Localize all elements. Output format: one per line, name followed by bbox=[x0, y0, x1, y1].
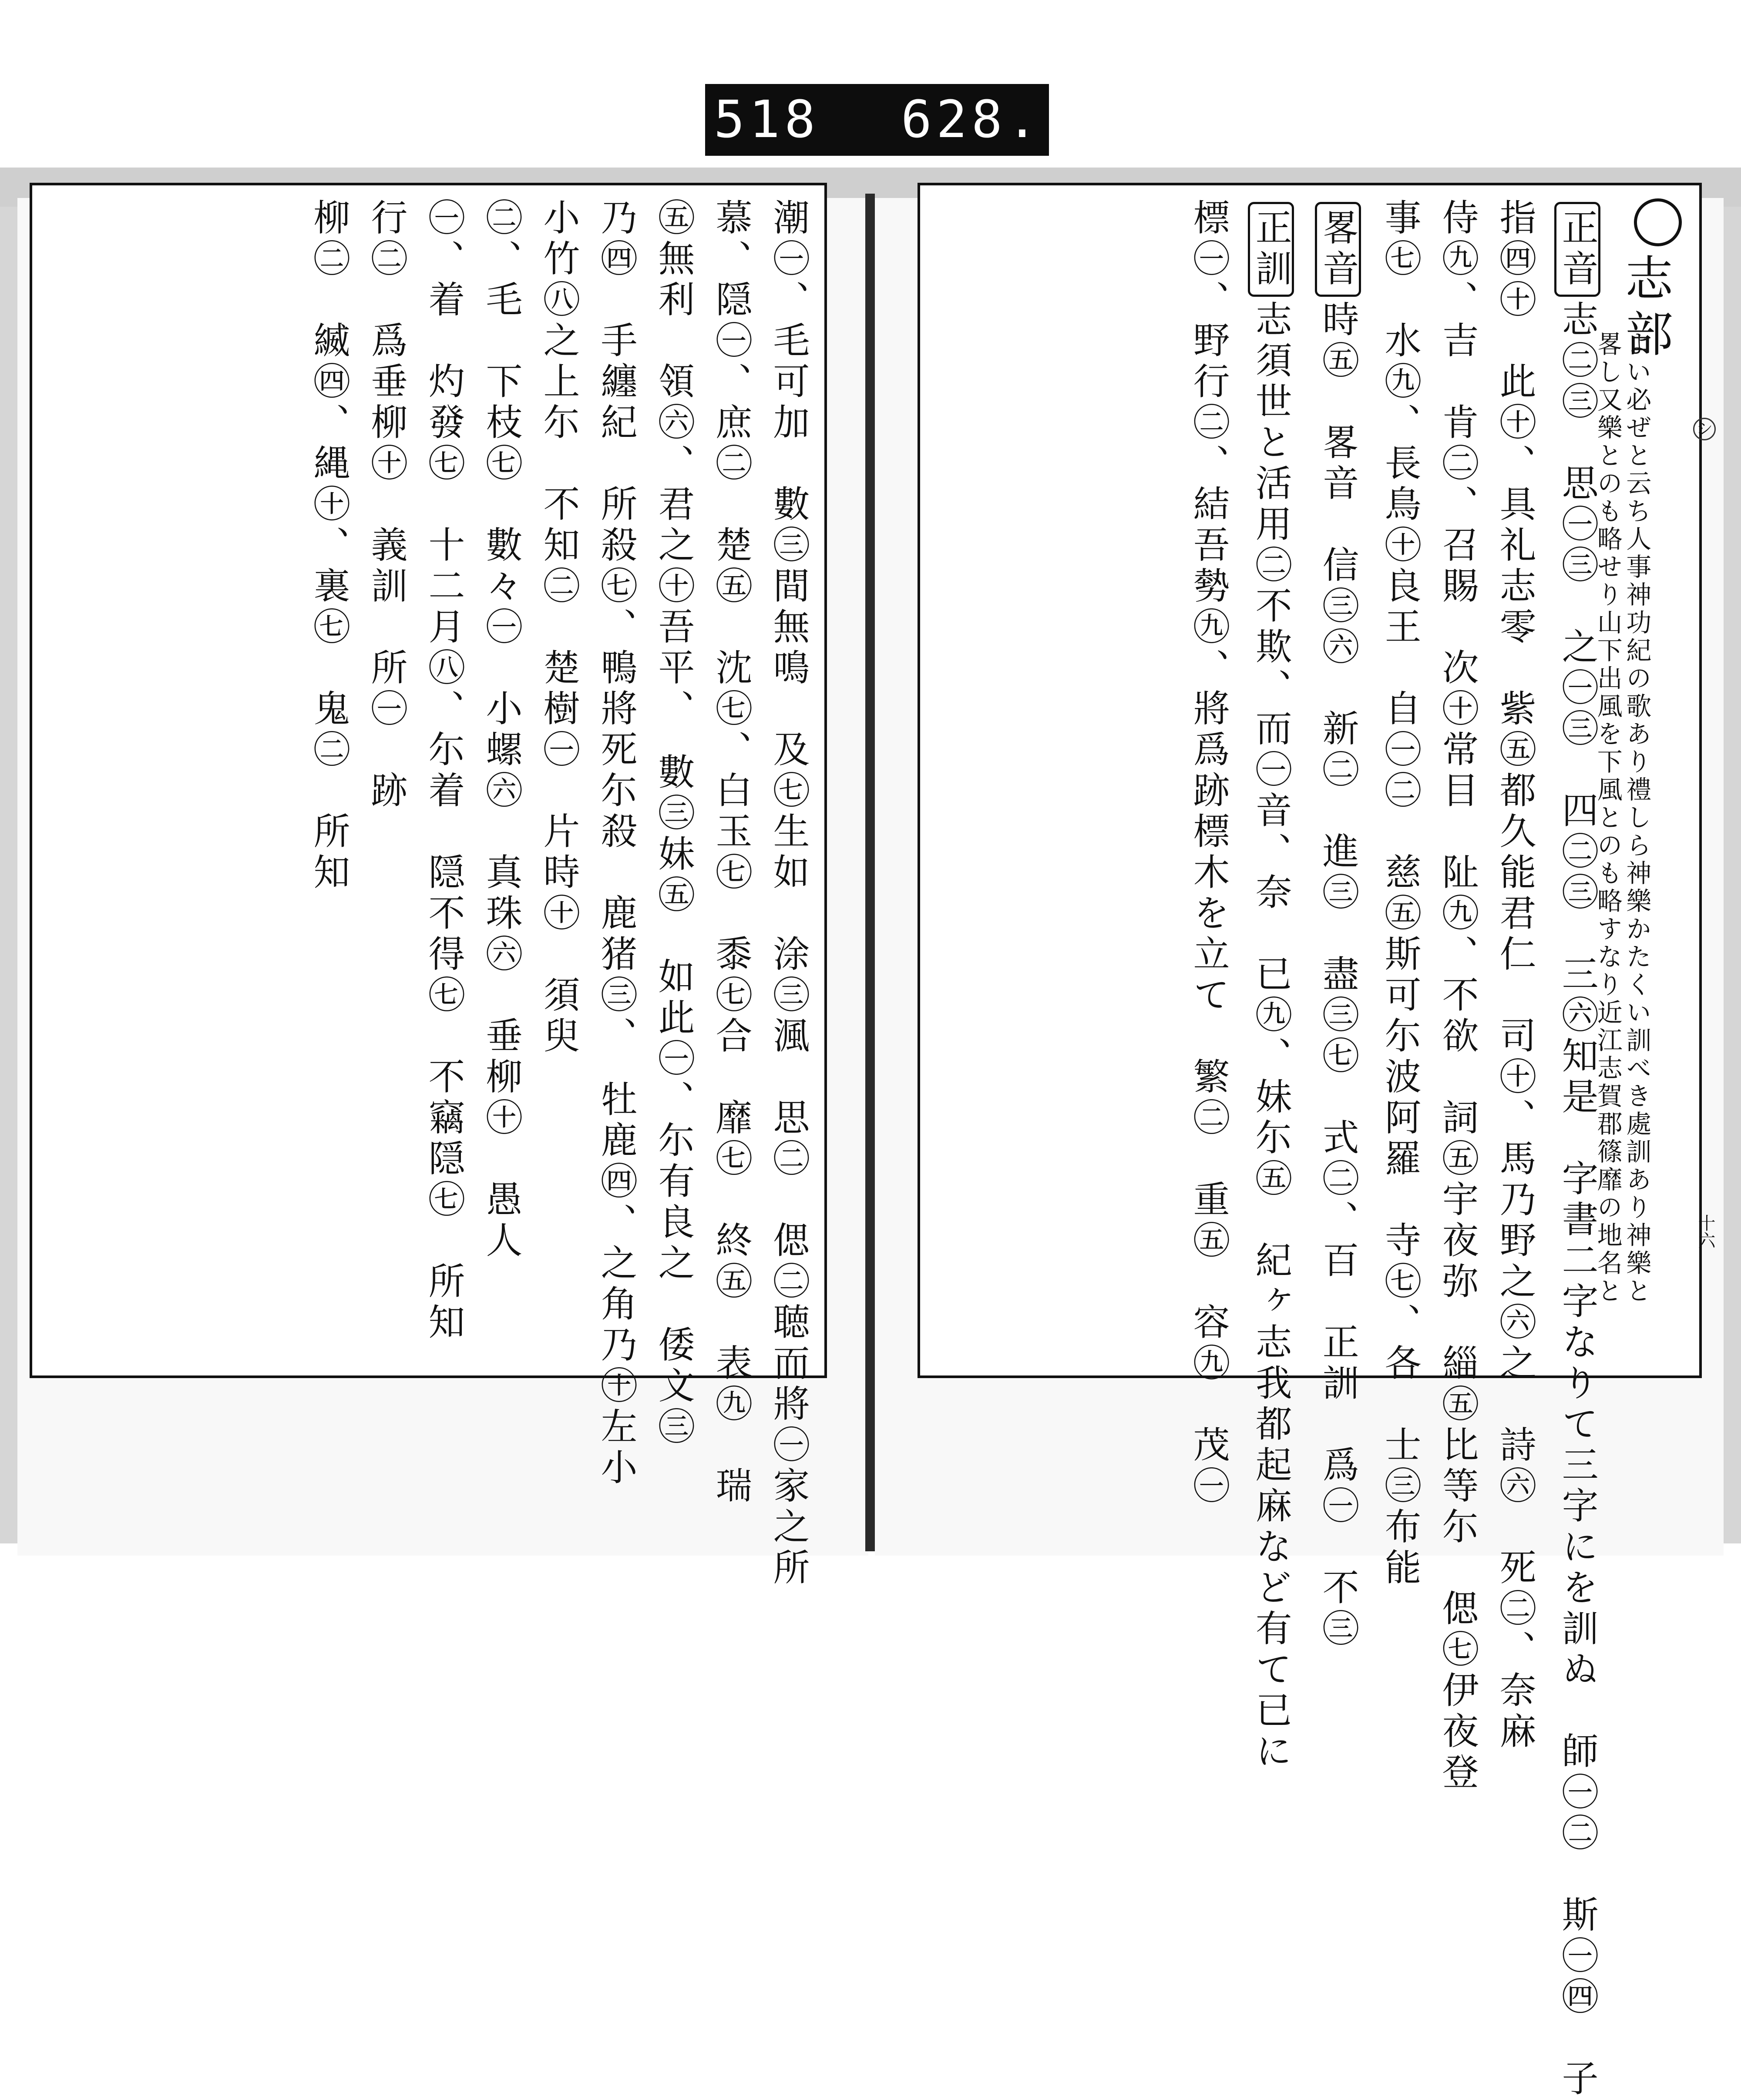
left-column-1: 潮㊀、毛可加 數㊂間無鳴 及㊆生如 涂㊂渢 思㊁ 偲㊁聴而將㊀家之所 bbox=[767, 198, 810, 1589]
right-column-1-text: 志㊁㊂ 思㊀㊂ 之㊀㊂ 四㊁㊂ 三㊅知是 字書二字なりて三字にを訓ぬ 師㊀㊁ 斯㊀㊃ 子 bbox=[1556, 300, 1599, 2100]
left-column-2: 慕、隠㊀、庶㊁ 楚㊄ 沈㊆、白玉㊆ 黍㊆合 靡㊆ 終㊄ 表㊈ 瑞 bbox=[710, 198, 753, 1507]
right-column-3: 侍㊈、吉 肯㊁、召賜 次㊉常目 阯㊈、不欲 詞㊄宇夜弥 緇㊄比等尓 偲㊆伊夜登 bbox=[1436, 198, 1479, 1794]
heading-zhengyin: 正音 bbox=[1554, 202, 1600, 297]
heading-lueyin: 畧音 bbox=[1315, 202, 1361, 297]
left-page-frame bbox=[30, 183, 827, 1589]
right-column-6 bbox=[1248, 198, 1294, 1773]
left-column-9: 柳㊁ 縅㊃、縄㊉、裏㊆ 鬼㊁ 所知 bbox=[308, 198, 350, 894]
left-page-columns bbox=[50, 198, 810, 1589]
right-column-5-text: 時㊄ 畧音 信㊂㊅ 新㊁ 進㊂ 盡㊂㊆ 式㊁、百 正訓 爲㊀ 不㊂ bbox=[1317, 300, 1360, 1650]
right-column-4: 事㊆ 水㊈、長鳥㊉良王 自㊀㊁ 慈㊄斯可尓波阿羅 寺㊆、各 士㊂布能 bbox=[1379, 198, 1422, 1589]
archive-label bbox=[705, 84, 1049, 156]
left-column-6: ㊁、毛 下枝㊆ 數々㊀ 小螺㊅ 真珠㊅ 垂柳㊉ 愚人 bbox=[480, 198, 523, 1262]
circle-mark-icon bbox=[1634, 198, 1682, 246]
right-page-columns bbox=[938, 198, 1682, 2100]
book-gutter bbox=[865, 194, 875, 1551]
heading-zhengxun: 正訓 bbox=[1248, 202, 1294, 297]
left-column-7: ㊀、着 灼發㊆ 十二月㊇、尓着 隠不得㊆ 不竊隠㊆ 所知 bbox=[423, 198, 465, 1344]
left-column-4: 乃㊃ 手纏紀 所殺㊆、鴨將死尓殺 鹿猪㊂、 牡鹿㊃、之角乃㊉左小 bbox=[595, 198, 638, 1489]
folio-number: 十六 bbox=[1695, 1214, 1715, 1249]
archive-label-left: 518 bbox=[714, 89, 820, 149]
right-page-frame bbox=[918, 183, 1702, 2100]
right-column-7: 標㊀、野行㊁、結吾勢㊈、將爲跡標木を立て 繁㊁ 重㊄ 容㊈ 茂㊀ bbox=[1187, 198, 1230, 1507]
archive-label-right: 628. bbox=[901, 89, 1042, 149]
right-page-mark: シ bbox=[1693, 418, 1716, 440]
right-column-6-text: 志須世と活用㊁不欺、而㊀音、奈 已㊈、妹尓㊄ 紀ヶ志我都起麻など有て已に bbox=[1250, 300, 1293, 1773]
right-column-2: 指㊃㊉ 此㊉、具礼志零 紫㊄都久能君仁 司㊉、馬乃野之㊅之 詩㊅ 死㊁、奈麻 bbox=[1494, 198, 1537, 1753]
left-column-8: 行㊁ 爲垂柳㊉ 義訓 所㊀ 跡 bbox=[365, 198, 408, 812]
right-column-5 bbox=[1315, 198, 1361, 1650]
section-title-text: 志部 bbox=[1617, 253, 1674, 365]
left-column-5: 小竹㊇之上尓 不知㊁ 楚樹㊀ 片時㊉ 須臾 bbox=[538, 198, 580, 1057]
left-column-3: ㊄無利 領㊅、君之㊉吾平、 數㊂妹㊄ 如此㊀、尓有良之 倭文㊂ bbox=[652, 198, 695, 1448]
right-margin-note: よい必ぜと云ち人事神功紀の歌あり禮しら神樂かたくい訓べき處訓あり神樂と畧し又樂とのも略せり山下出風を下風とのも略すなり近江志賀郡篠靡の地名と bbox=[1593, 331, 1652, 1305]
